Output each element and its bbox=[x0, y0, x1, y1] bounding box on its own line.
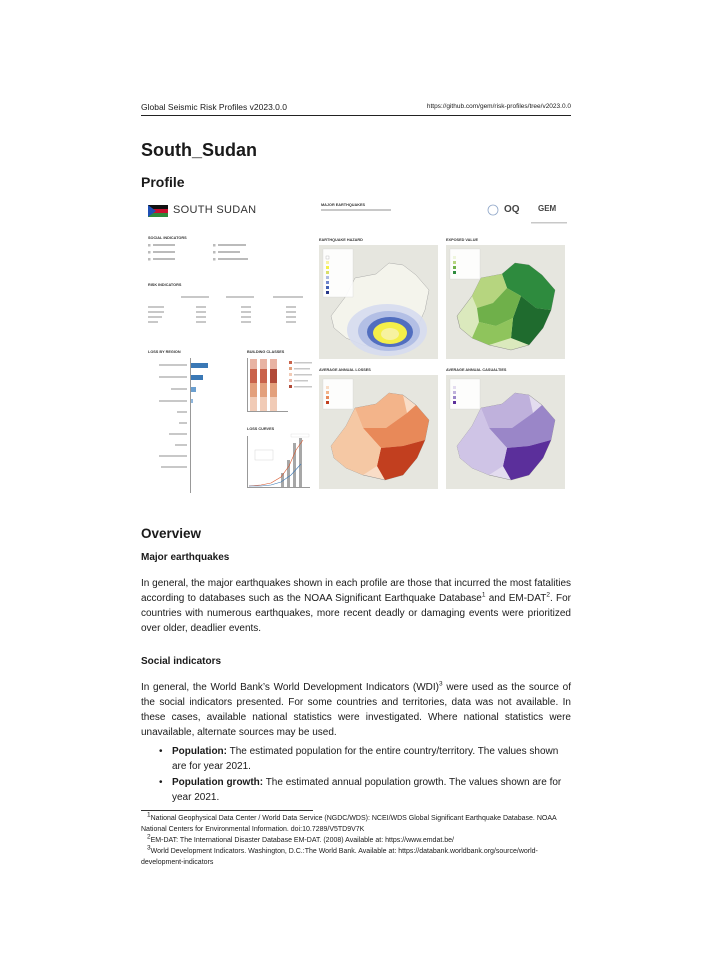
list-item-text: The estimated population for the entire country/territory. The values shown are for year 2021. bbox=[172, 746, 559, 772]
list-item-term: Population: bbox=[172, 746, 227, 757]
social-indicators-paragraph bbox=[141, 680, 571, 740]
indicator-list bbox=[156, 745, 571, 807]
footnote-marker-1[interactable]: 1 bbox=[481, 591, 486, 599]
casualties-map-label: AVERAGE ANNUAL CASUALTIES bbox=[446, 368, 507, 372]
footnote-number: 3 bbox=[147, 844, 151, 852]
footnotes bbox=[141, 813, 571, 868]
footnote-text: EM-DAT: The International Disaster Database EM-DAT. (2008) Available at: https://www.emdat.be/ bbox=[150, 837, 454, 844]
overview-heading: Overview bbox=[141, 526, 202, 541]
average-annual-casualties-map bbox=[446, 375, 565, 489]
losses-map-label: AVERAGE ANNUAL LOSSES bbox=[319, 368, 371, 372]
social-indicators-heading: Social indicators bbox=[141, 656, 222, 667]
hazard-map bbox=[319, 245, 438, 359]
list-item bbox=[156, 776, 571, 805]
list-item-text: The estimated annual population growth. The values shown are for year 2021. bbox=[172, 777, 562, 803]
footnote bbox=[141, 846, 571, 868]
footnote-number: 1 bbox=[147, 811, 151, 819]
major-earthquakes-heading: Major earthquakes bbox=[141, 552, 230, 563]
loss-by-region-label: LOSS BY REGION bbox=[148, 350, 181, 354]
major-text-a: In general, the major earthquakes shown in each profile are those that incurred the most fatalities according to databases such as the NOAA Significant Earthquake Database bbox=[141, 578, 571, 604]
list-item bbox=[156, 745, 571, 774]
footnote-number: 2 bbox=[147, 833, 151, 841]
risk-indicators-label: RISK INDICATORS bbox=[148, 283, 182, 287]
infographic-graphics bbox=[141, 198, 571, 496]
major-earthquakes-paragraph bbox=[141, 576, 571, 636]
header-rule bbox=[141, 115, 571, 116]
loss-curves-label: LOSS CURVES bbox=[247, 427, 275, 431]
infographic-country-name: SOUTH SUDAN bbox=[173, 204, 257, 216]
footnote-text: World Development Indicators. Washington, D.C.:The World Bank. Available at: https://databank.worldbank.org/source/world-development-indicators bbox=[141, 848, 538, 866]
major-earthquakes-label: MAJOR EARTHQUAKES bbox=[321, 203, 366, 207]
profile-heading: Profile bbox=[141, 174, 185, 190]
footnote-marker-3[interactable]: 3 bbox=[439, 680, 443, 688]
list-item-term: Population growth: bbox=[172, 777, 264, 788]
footnote-rule bbox=[141, 810, 313, 811]
page-title: South_Sudan bbox=[141, 140, 257, 160]
social-text-a: In general, the World Bank’s World Development Indicators (WDI) bbox=[141, 682, 440, 693]
gem-logo: GEM bbox=[538, 204, 557, 213]
hazard-map-label: EARTHQUAKE HAZARD bbox=[319, 238, 363, 242]
south-sudan-flag-icon bbox=[148, 205, 168, 217]
major-text-c: . For countries with numerous earthquakes, more recent deadly or damaging events were prioritized over older, deadlier events. bbox=[141, 593, 571, 634]
running-header bbox=[141, 102, 571, 114]
exposure-map-label: EXPOSED VALUE bbox=[446, 238, 478, 242]
building-classes-label: BUILDING CLASSES bbox=[247, 350, 285, 354]
average-annual-losses-map bbox=[319, 375, 438, 489]
footnote-marker-2[interactable]: 2 bbox=[546, 591, 550, 599]
major-text-b: and EM-DAT bbox=[485, 593, 547, 604]
exposed-value-map bbox=[446, 245, 565, 359]
social-indicators-label: SOCIAL INDICATORS bbox=[148, 236, 187, 240]
footnote bbox=[141, 835, 571, 846]
footnote bbox=[141, 813, 571, 835]
profile-infographic bbox=[141, 198, 571, 496]
social-text-b: were used as the source of the social indicators presented. For some countries and territories, data was not available. In these cases, available national statistics were investigated. Where national statistics were unavailable, alternate sources may be used. bbox=[141, 682, 571, 738]
footnote-text: National Geophysical Data Center / World Data Service (NGDC/WDS): NCEI/WDS Global Significant Earthquake Database. NOAA National Centers for Environmental Information. doi:10.7289/V5TD9V7K bbox=[141, 815, 557, 833]
header-url-link[interactable]: https://github.com/gem/risk-profiles/tree/v2023.0.0 bbox=[426, 103, 571, 110]
openquake-logo: OQ bbox=[504, 204, 520, 215]
header-title: Global Seismic Risk Profiles v2023.0.0 bbox=[141, 102, 287, 112]
